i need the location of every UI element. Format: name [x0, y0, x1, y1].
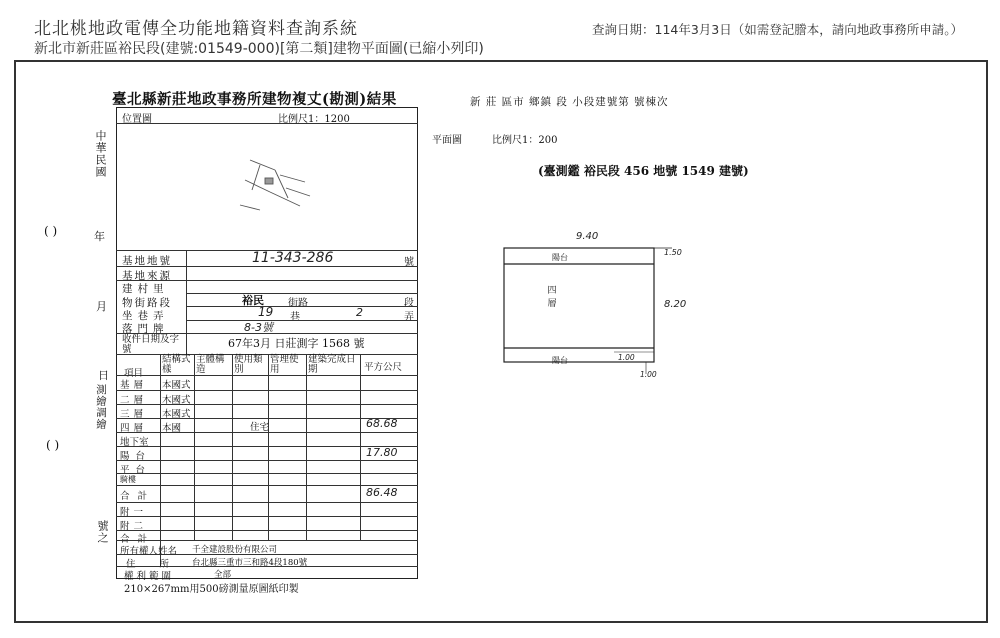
location-label: 位置圖	[122, 114, 152, 125]
left-year-label: 中華民國	[94, 130, 107, 178]
left-paren-1: ( )	[44, 224, 58, 238]
lane-text: 巷	[290, 312, 300, 323]
header-title: 北北桃地政電傳全功能地籍資料查詢系統	[34, 19, 358, 39]
owner-value: 千全建設股份有限公司	[192, 545, 278, 555]
row-item: 騎樓	[120, 475, 136, 484]
rights-value: 全部	[214, 570, 232, 580]
row-area: 17.80	[366, 446, 398, 459]
village-label: 建村里	[122, 283, 169, 295]
row-struct: 本國式	[162, 380, 191, 391]
dim-bottom-right: 1.00	[618, 353, 635, 362]
dim-right: 8.20	[664, 299, 687, 310]
row-item: 三層	[120, 409, 148, 420]
plan-label: 平面圖	[432, 135, 462, 146]
left-paren-2: ( )	[46, 438, 60, 452]
col-header-manage: 管理使用	[270, 354, 299, 375]
left-nian: 年	[94, 230, 105, 243]
stamp: (臺測鑑 裕民段 456 地號 1549 建號)	[538, 164, 749, 178]
row-item: 合計	[120, 491, 156, 502]
dim-top: 9.40	[576, 231, 599, 242]
lane-value: 19	[258, 305, 274, 319]
road-value: 裕民	[242, 294, 264, 307]
floor-plan	[496, 240, 716, 380]
rights-label: 權利範圍	[124, 571, 175, 582]
receipt-label: 收件日期及字號	[122, 334, 180, 355]
row-item: 合計	[120, 534, 156, 545]
row-area: 68.68	[366, 417, 398, 430]
row-item: 基層	[120, 380, 148, 391]
col-header-body: 主體構造	[196, 354, 225, 375]
header-subtitle: 新北市新莊區裕民段(建號:01549-000)[第二類]建物平面圖(已縮小列印)	[34, 41, 484, 57]
dim-top-right: 1.50	[664, 248, 682, 257]
alley-text: 弄	[404, 312, 414, 323]
plan-scale: 比例尺1：200	[492, 135, 558, 146]
location-sketch	[230, 150, 320, 220]
row-item: 平台	[120, 465, 152, 476]
query-date: 查詢日期：114年3月3日（如需登記謄本，請向地政事務所申請。）	[592, 22, 964, 37]
land-no-value: 11-343-286	[252, 250, 334, 266]
col-header-item: 項目	[124, 368, 144, 379]
left-yue: 月	[96, 300, 107, 313]
left-survey: 測繪調繪	[95, 384, 107, 430]
row-struct: 木國式	[162, 395, 191, 406]
row-use: 住宅	[250, 422, 270, 433]
land-no-label: 基地地號	[122, 255, 172, 267]
road-street-text: 街路	[288, 298, 308, 309]
receipt-value: 67年3月 日莊測字 1568 號	[228, 337, 365, 350]
row-item: 地下室	[120, 437, 149, 448]
balcony-top: 陽台	[552, 253, 568, 262]
address-value: 台北縣三重市三和路4段180號	[192, 558, 308, 568]
row-struct: 本國	[162, 423, 182, 434]
left-ri: 日	[98, 369, 109, 382]
floor-4-label: 四層	[547, 286, 557, 309]
road-suffix: 段	[404, 298, 414, 309]
address-label: 住所	[126, 559, 194, 570]
row-item: 二層	[120, 395, 148, 406]
door-label: 落門牌	[122, 323, 169, 335]
door-value: 8-3號	[244, 321, 273, 334]
lane-label: 坐巷弄	[122, 310, 169, 322]
top-right-header: 新 莊 區市 鄉鎮 段 小段建號第 號棟次	[470, 96, 669, 108]
row-struct: 本國式	[162, 409, 191, 420]
row-item: 附一	[120, 507, 148, 518]
location-scale: 比例尺1：1200	[278, 114, 350, 125]
land-src-label: 基地來源	[122, 270, 172, 282]
left-hao: 號之	[96, 520, 109, 544]
footer-note: 210×267mm用500磅測量原圖紙印製	[124, 584, 299, 595]
lane-alley-value: 2	[356, 306, 363, 319]
owner-label: 所有權人姓名	[120, 546, 178, 557]
main-title: 臺北縣新莊地政事務所建物複丈(勘測)結果	[112, 91, 397, 108]
balcony-bottom: 陽台	[552, 356, 568, 365]
dim-bottom: 1.00	[640, 370, 657, 379]
row-item: 陽台	[120, 451, 152, 462]
road-label: 物街路段	[122, 297, 172, 309]
row-area: 86.48	[366, 486, 398, 499]
row-item: 附二	[120, 521, 148, 532]
row-item: 四層	[120, 423, 148, 434]
land-no-suffix: 號	[404, 257, 414, 268]
col-header-area: 平方公尺	[364, 362, 403, 373]
col-header-struct: 結構式樣	[162, 354, 191, 375]
col-header-built: 建築完成日期	[308, 354, 356, 375]
col-header-use: 使用類別	[234, 354, 263, 375]
